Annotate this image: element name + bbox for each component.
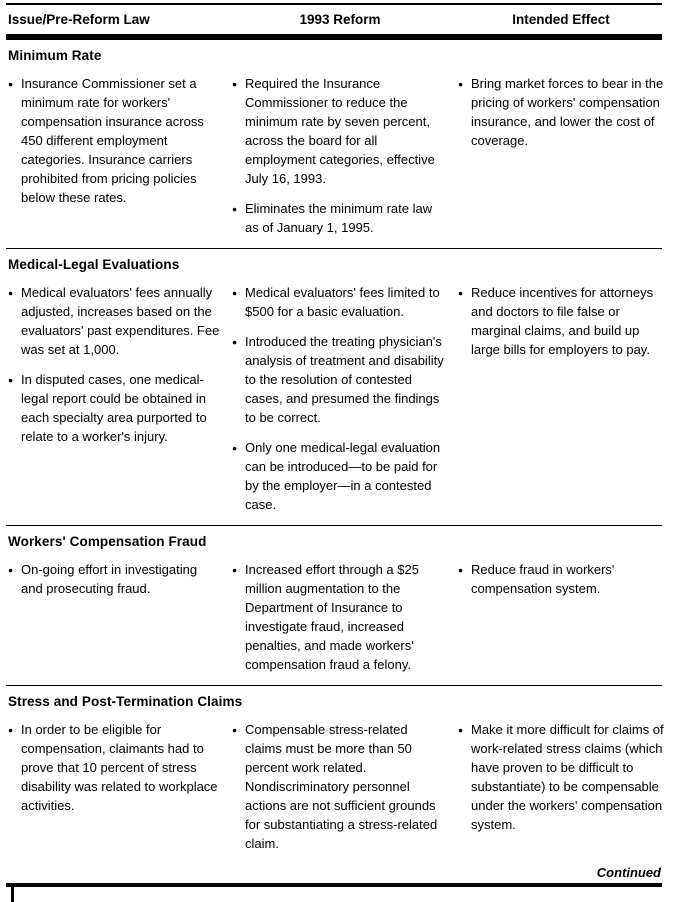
effect-column <box>458 560 664 685</box>
column-header-issue-pre-reform-law: Issue/Pre-Reform Law <box>8 12 150 27</box>
section-minimum-rate <box>6 40 662 248</box>
effect-column <box>458 74 664 248</box>
effect-column <box>458 720 664 864</box>
reform-column <box>232 283 448 525</box>
next-table-border-fragment <box>11 887 14 902</box>
reform-column <box>232 720 448 864</box>
section-title: Workers' Compensation Fraud <box>8 534 207 549</box>
section-stress-and-post-termination-claims <box>6 685 662 864</box>
bullet-item: ● Insurance Commissioner set a minimum rate for workers' compensation insurance across 450 different employment categories. Insurance carriers prohibited from pricing policies below these rates. <box>8 74 222 207</box>
effect-column <box>458 283 664 525</box>
pre-reform-column <box>8 560 222 685</box>
bullet-item: ● Compensable stress-related claims must be more than 50 percent work related. Nondiscriminatory personnel actions are not sufficient grounds for substantiating a stress-related claim. <box>232 720 448 853</box>
bullet-item: ● Reduce incentives for attorneys and doctors to file false or marginal claims, and build up large bills for employers to pay. <box>458 283 664 359</box>
pre-reform-column <box>8 283 222 525</box>
reform-column <box>232 74 448 248</box>
column-header-1993-reform: 1993 Reform <box>299 12 381 27</box>
bullet-item: ● Required the Insurance Commissioner to reduce the minimum rate by seven percent, across the board for all employment categories, effective July 16, 1993. <box>232 74 448 188</box>
footer-rule <box>6 883 662 887</box>
bullet-item: ● Bring market forces to bear in the pricing of workers' compensation insurance, and lower the cost of coverage. <box>458 74 664 150</box>
bullet-item: ● Reduce fraud in workers' compensation system. <box>458 560 664 598</box>
section-medical-legal-evaluations <box>6 248 662 525</box>
bullet-item: ● Eliminates the minimum rate law as of January 1, 1995. <box>232 199 448 237</box>
column-header-intended-effect: Intended Effect <box>512 12 610 27</box>
reform-column <box>232 560 448 685</box>
bullet-item: ● Medical evaluators' fees annually adjusted, increases based on the evaluators' past expenditures. Fee was set at 1,000. <box>8 283 222 359</box>
bullet-item: ● Medical evaluators' fees limited to $500 for a basic evaluation. <box>232 283 448 321</box>
section-title: Medical-Legal Evaluations <box>8 257 180 272</box>
section-title: Stress and Post-Termination Claims <box>8 694 243 709</box>
section-title: Minimum Rate <box>8 48 102 63</box>
bullet-item: ● Make it more difficult for claims of work-related stress claims (which have proven to be difficult to substantiate) to be compensable under the workers' compensation system. <box>458 720 664 834</box>
table-header <box>6 3 662 40</box>
pre-reform-column <box>8 74 222 248</box>
bullet-item: ● Introduced the treating physician's analysis of treatment and disability to the resolution of contested cases, and presumed the findings to be correct. <box>232 332 448 427</box>
pre-reform-column <box>8 720 222 864</box>
bullet-item: ● Only one medical-legal evaluation can be introduced—to be paid for by the employer—in a contested case. <box>232 438 448 514</box>
continued-label: Continued <box>596 865 661 880</box>
bullet-item: ● On-going effort in investigating and prosecuting fraud. <box>8 560 222 598</box>
section-workers-compensation-fraud <box>6 525 662 685</box>
bullet-item: ● In order to be eligible for compensation, claimants had to prove that 10 percent of stress disability was related to workplace activities. <box>8 720 222 815</box>
bullet-item: ● In disputed cases, one medical-legal report could be obtained in each specialty area purported to relate to a worker's injury. <box>8 370 222 446</box>
bullet-item: ● Increased effort through a $25 million augmentation to the Department of Insurance to investigate fraud, increased penalties, and made workers' compensation fraud a felony. <box>232 560 448 674</box>
